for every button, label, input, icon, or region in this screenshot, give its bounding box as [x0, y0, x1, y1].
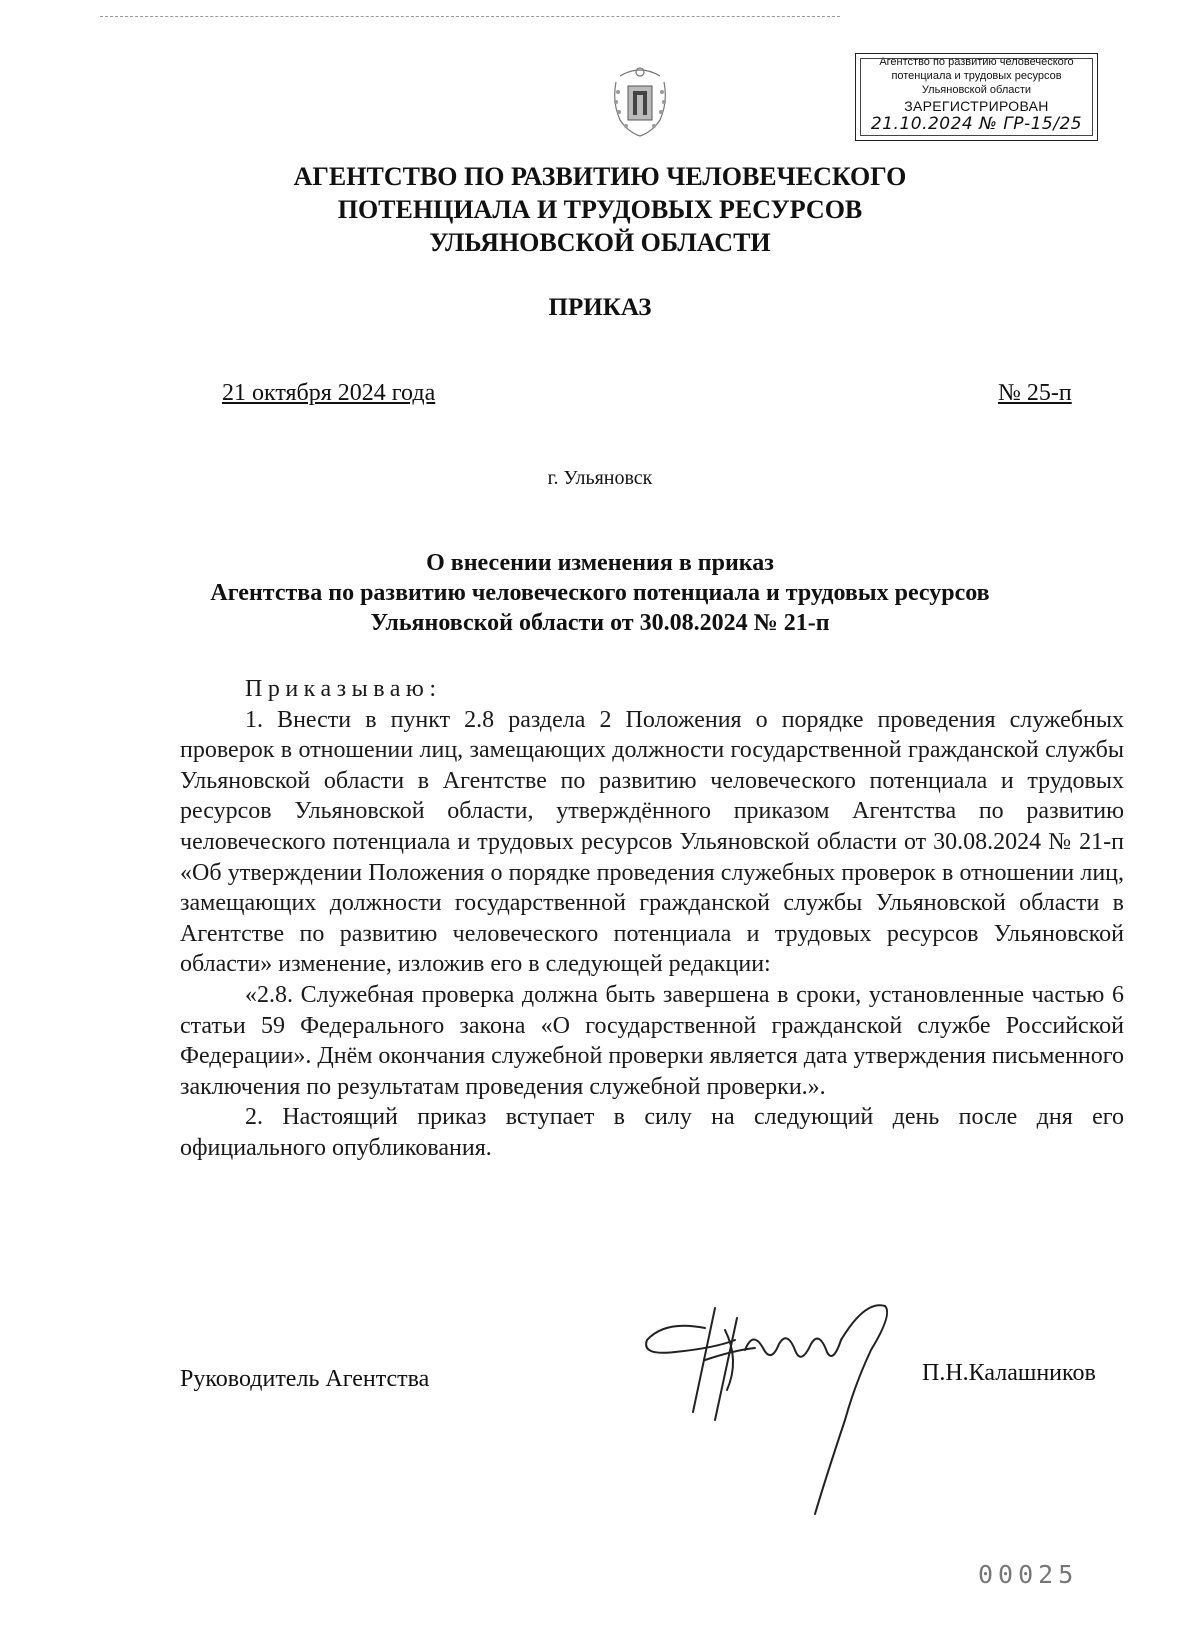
stamp-status: ЗАРЕГИСТРИРОВАН [904, 98, 1049, 114]
handwritten-signature [645, 1300, 925, 1520]
subject-line2: Агентства по развитию человеческого потенциала и трудовых ресурсов [210, 580, 990, 606]
subject-line3: Ульяновской области от 30.08.2024 № 21-п [370, 610, 830, 636]
agency-header [0, 160, 1200, 259]
agency-header-line2: ПОТЕНЦИАЛА И ТРУДОВЫХ РЕСУРСОВ [337, 195, 863, 224]
stamp-inner-frame [860, 58, 1093, 136]
order-paragraph-1: 1. Внести в пункт 2.8 раздела 2 Положения о порядке проведения служебных проверок в отношении лиц, замещающих должности государственной гражданской службы Ульяновской области в Агентстве по развитию человеческого потенциала и трудовых ресурсов Ульяновской области, утверждённого приказом Агентства по развитию человеческого потенциала и трудовых ресурсов Ульяновской области от 30.08.2024 № 21-п «Об утверждении Положения о порядке проведения служебных проверок в отношении лиц, замещающих должности государственной гражданской службы Ульяновской области в Агентстве по развитию человеческого потенциала и трудовых ресурсов Ульяновской области» изменение, изложив его в следующей редакции: [180, 706, 1124, 978]
order-date: 21 октября 2024 года [222, 380, 436, 406]
scan-edge-line [100, 16, 840, 17]
subject-line1: О внесении изменения в приказ [426, 550, 774, 576]
agency-header-line1: АГЕНТСТВО ПО РАЗВИТИЮ ЧЕЛОВЕЧЕСКОГО [293, 162, 907, 191]
order-paragraph-2: 2. Настоящий приказ вступает в силу на следующий день после дня его официального опубликования. [180, 1104, 1124, 1161]
stamp-reg-entry: 21.10.2024 № ГР-15/25 [870, 114, 1083, 134]
page-number-stamp: 00025 [978, 1560, 1079, 1589]
signer-name: П.Н.Калашников [922, 1360, 1096, 1386]
signer-position: Руководитель Агентства [180, 1366, 430, 1392]
coat-of-arms-emblem [606, 62, 674, 142]
order-paragraph-quote: «2.8. Служебная проверка должна быть завершена в сроки, установленные частью 6 статьи 59 Федерального закона «О государственной гражданской службе Российской Федерации». Днём окончания служебной проверки является дата утверждения письменного заключения по результатам проведения служебной проверки.». [180, 981, 1124, 1100]
city-line: г. Ульяновск [547, 467, 653, 489]
stamp-org-line3: Ульяновской области [921, 84, 1032, 96]
stamp-org-line1: Агентство по развитию человеческого [879, 56, 1074, 68]
order-number: № 25-п [998, 380, 1072, 406]
document-type-title: ПРИКАЗ [548, 294, 652, 321]
order-subject [0, 548, 1200, 638]
agency-header-line3: УЛЬЯНОВСКОЙ ОБЛАСТИ [429, 228, 771, 257]
order-body [180, 674, 1124, 1164]
stamp-org-line2: потенциала и трудовых ресурсов [891, 70, 1062, 82]
order-lead: Приказываю: [245, 676, 442, 702]
registration-stamp [855, 53, 1098, 141]
